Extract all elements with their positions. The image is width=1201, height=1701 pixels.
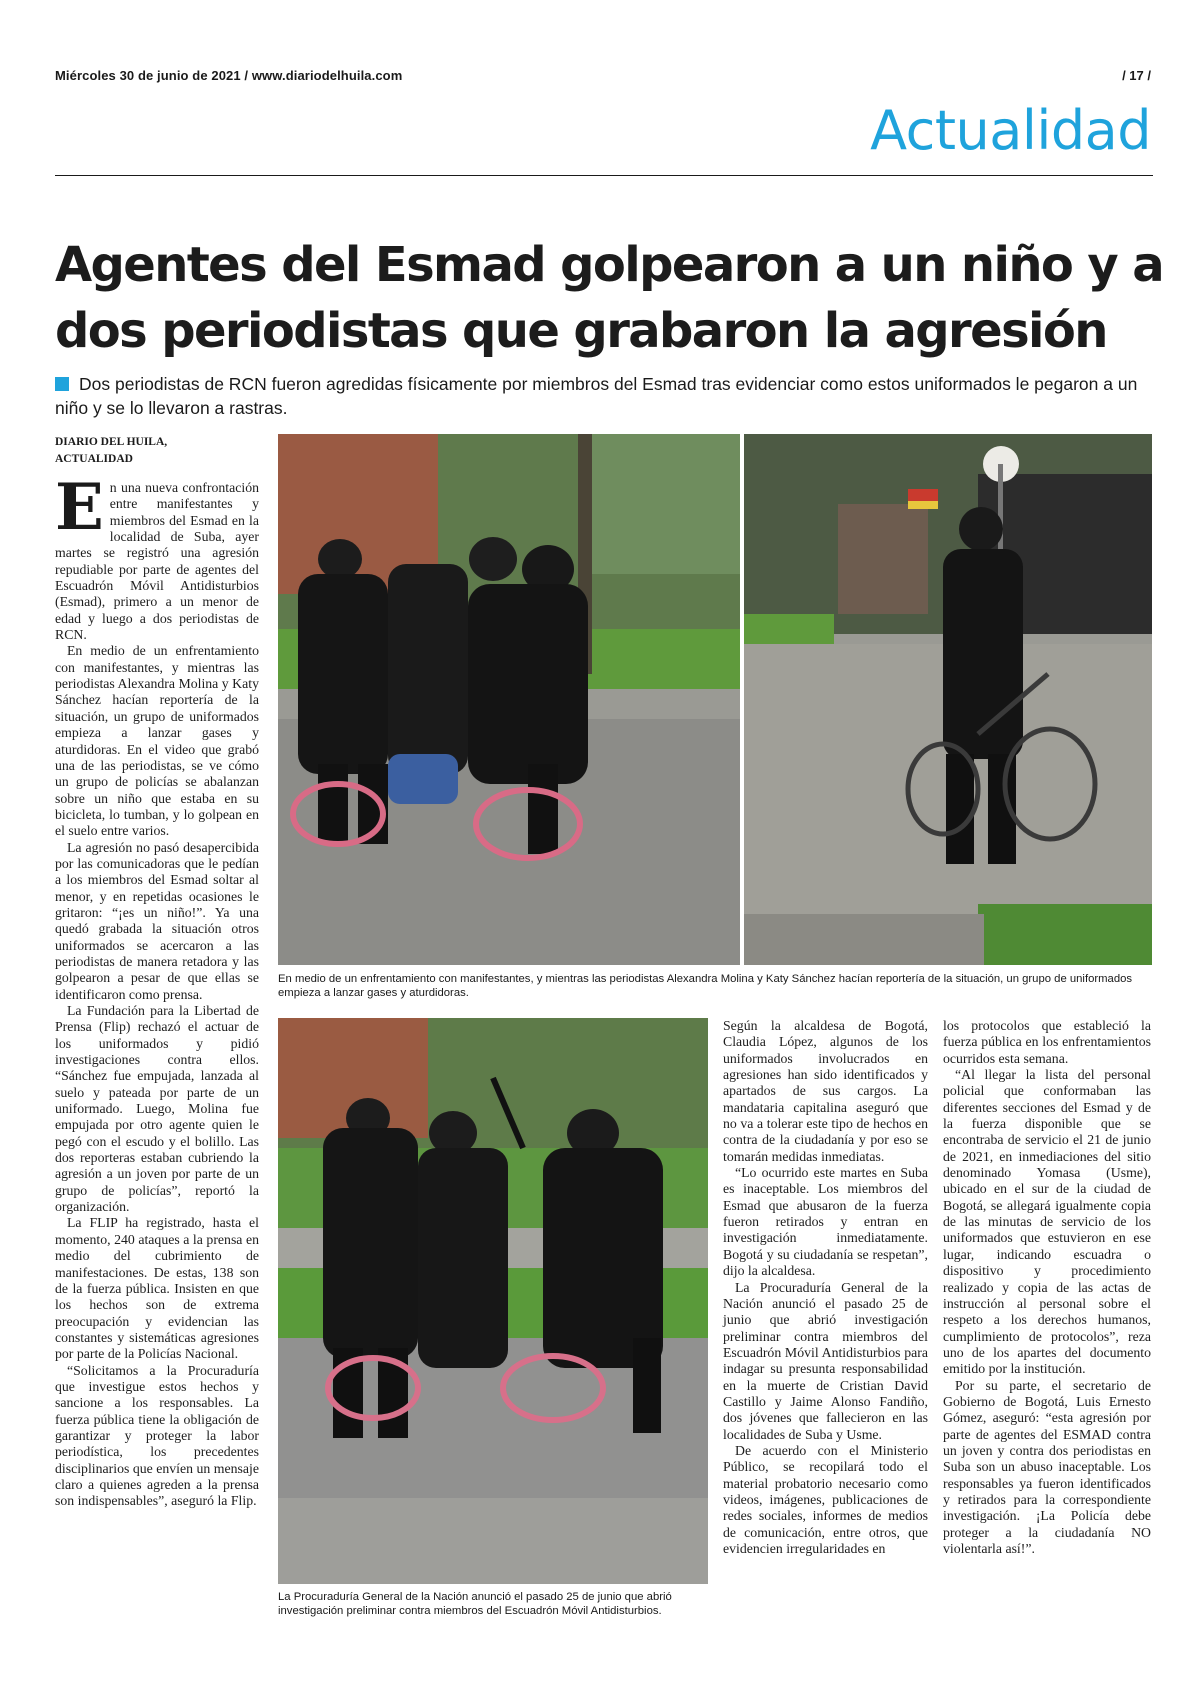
photo-bottom-image [278,1018,708,1584]
section-title: Actualidad [870,99,1151,162]
page-number: / 17 / [1122,68,1151,83]
lead-text: Dos periodistas de RCN fueron agredidas físicamente por miembros del Esmad tras evidenciar como estos uniformados le pegaron a un niño y se lo llevaron a rastras. [55,374,1138,418]
article-column-1 [55,470,259,1510]
article-paragraph: La FLIP ha registrado, hasta el momento, 240 ataques a la prensa en medio del cubrimiento de manifestaciones. De estas, 138 son de la fuerza pública. Insisten en que los hechos son de extrema preocupación y evidencian las constantes y sistemáticas agresiones por parte de la Policías Nacional. [55,1215,259,1362]
drop-cap: E [55,470,104,545]
article-paragraph: La Fundación para la Libertad de Prensa (Flip) rechazó el actuar de los uniformados y pidió investigaciones contra ellos. “Sánchez fue empujada, lanzada al suelo y pateada por parte de un uniformado. Luego, Molina fue empujada por otro agente quien le pegó con el escudo y el bolillo. Las dos reporteras estaban cubriendo la agresión a un joven por parte de un grupo de policías”, reportó la organización. [55,1003,259,1215]
article-paragraph: En medio de un enfrentamiento con manifestantes, y mientras las periodistas Alexandra Molina y Katy Sánchez hacían reportería de la situación, un grupo de uniformados empieza a lanzar gases y aturdidoras. En el video que grabó una de las periodistas, se ve cómo un grupo de policías se abalanzan sobre un niño que estaba en su bicicleta, lo tumban, y lo golpean en el suelo entre varios. [55,643,259,839]
article-paragraph: “Al llegar la lista del personal policial que conformaban las diferentes secciones del Esmad y de la fuerza disponible que se encontraba de servicio el 21 de junio de 2021, en inmediaciones del sitio denominado Yomasa (Usme), ubicado en el sur de la ciudad de Bogotá, se allegará igualmente copia de las minutas de servicio de los uniformados que estuvieron en ese lugar, indicando escuadra o dispositivo y procedimiento realizado y copia de las actas de instrucción al personal sobre el respeto a los derechos humanos, cumplimiento de protocolos”, reza uno de los apartes del documento emitido por la institución. [943,1067,1151,1377]
photo-top [278,434,1152,965]
headline: Agentes del Esmad golpearon a un niño y a dos periodistas que grabaron la agresión [55,237,1163,359]
article-paragraph: Según la alcaldesa de Bogotá, Claudia López, algunos de los uniformados involucrados en agresiones han sido identificados y apartados de sus cargos. La mandataria capitalina aseguró que no va a tolerar este tipo de hechos en contra de la ciudadanía y por eso se tomarán medidas inmediatas. [723,1018,928,1164]
article-paragraph: La Procuraduría General de la Nación anunció el pasado 25 de junio que abrió investigación preliminar contra miembros del Escuadrón Móvil Antidisturbios para indagar su presunta responsabilidad en la muerte de Cristian David Castillo y Jaime Alonso Fandiño, dos jóvenes que fallecieron en las localidades de Suba y Usme. [723,1279,928,1442]
page-date-url: Miércoles 30 de junio de 2021 / www.diariodelhuila.com [55,68,403,83]
byline: DIARIO DEL HUILA, ACTUALIDAD [55,436,168,465]
photo-top-caption: En medio de un enfrentamiento con manifestantes, y mientras las periodistas Alexandra Molina y Katy Sánchez hacían reportería de la situación, un grupo de uniformados empieza a lanzar gases y aturdidoras. [278,973,1133,999]
lead-marker-icon [55,377,69,391]
photo-bottom [278,1018,708,1584]
article-column-2 [723,1018,928,1557]
article-paragraph: En una nueva confrontación entre manifestantes y miembros del Esmad en la localidad de Suba, ayer martes se registró una agresión repudiable por parte de agentes del Escuadrón Móvil Antidisturbios (Esmad), primero a un menor de edad y luego a dos periodistas de RCN. [55,470,259,643]
header-rule [55,175,1153,176]
article-paragraph: La agresión no pasó desapercibida por las comunicadoras que le pedían a los miembros del Esmad soltar al menor, y en repetidas ocasiones le gritaron: “¡es un niño!”. Ya una quedó grabada la situación otros uniformados se acercaron a las periodistas de manera retadora y las golpearon a pesar de que ellas se identificaron como prensa. [55,839,259,1002]
article-paragraph: “Solicitamos a la Procuraduría que investigue estos hechos y sancione a los responsables. La fuerza pública tiene la obligación de garantizar y proteger la labor periodística, los precedentes disciplinarios que envíen un mensaje claro a quienes agreden a la prensa son indispensables”, aseguró la Flip. [55,1362,259,1509]
article-paragraph: “Lo ocurrido este martes en Suba es inaceptable. Los miembros del Esmad que abusaron de la fuerza fueron retirados y entran en investigación inmediatamente. Bogotá y su ciudadanía se respetan”, dijo la alcaldesa. [723,1165,928,1279]
photo-top-image [278,434,1152,965]
photo-bottom-caption: La Procuraduría General de la Nación anunció el pasado 25 de junio que abrió investigación preliminar contra miembros del Escuadrón Móvil Antidisturbios. [278,1591,672,1617]
lead-paragraph [55,372,1155,420]
article-column-3 [943,1018,1151,1557]
article-paragraph: De acuerdo con el Ministerio Público, se recopilará todo el material probatorio necesario como videos, imágenes, publicaciones de redes sociales, informes de medios de comunicación, entre otros, que evidencien irregularidades en [723,1442,928,1556]
article-paragraph: Por su parte, el secretario de Gobierno de Bogotá, Luis Ernesto Gómez, aseguró: “esta agresión por parte de agentes del ESMAD contra un joven y contra dos periodistas en Suba son un abuso inaceptable. Los responsables ya fueron identificados y retirados para la correspondiente investigación. ¡La Policía debe proteger a la ciudadanía NO violentarla así!”. [943,1377,1151,1556]
article-paragraph: los protocolos que estableció la fuerza pública en los enfrentamientos ocurridos esta semana. [943,1018,1151,1066]
